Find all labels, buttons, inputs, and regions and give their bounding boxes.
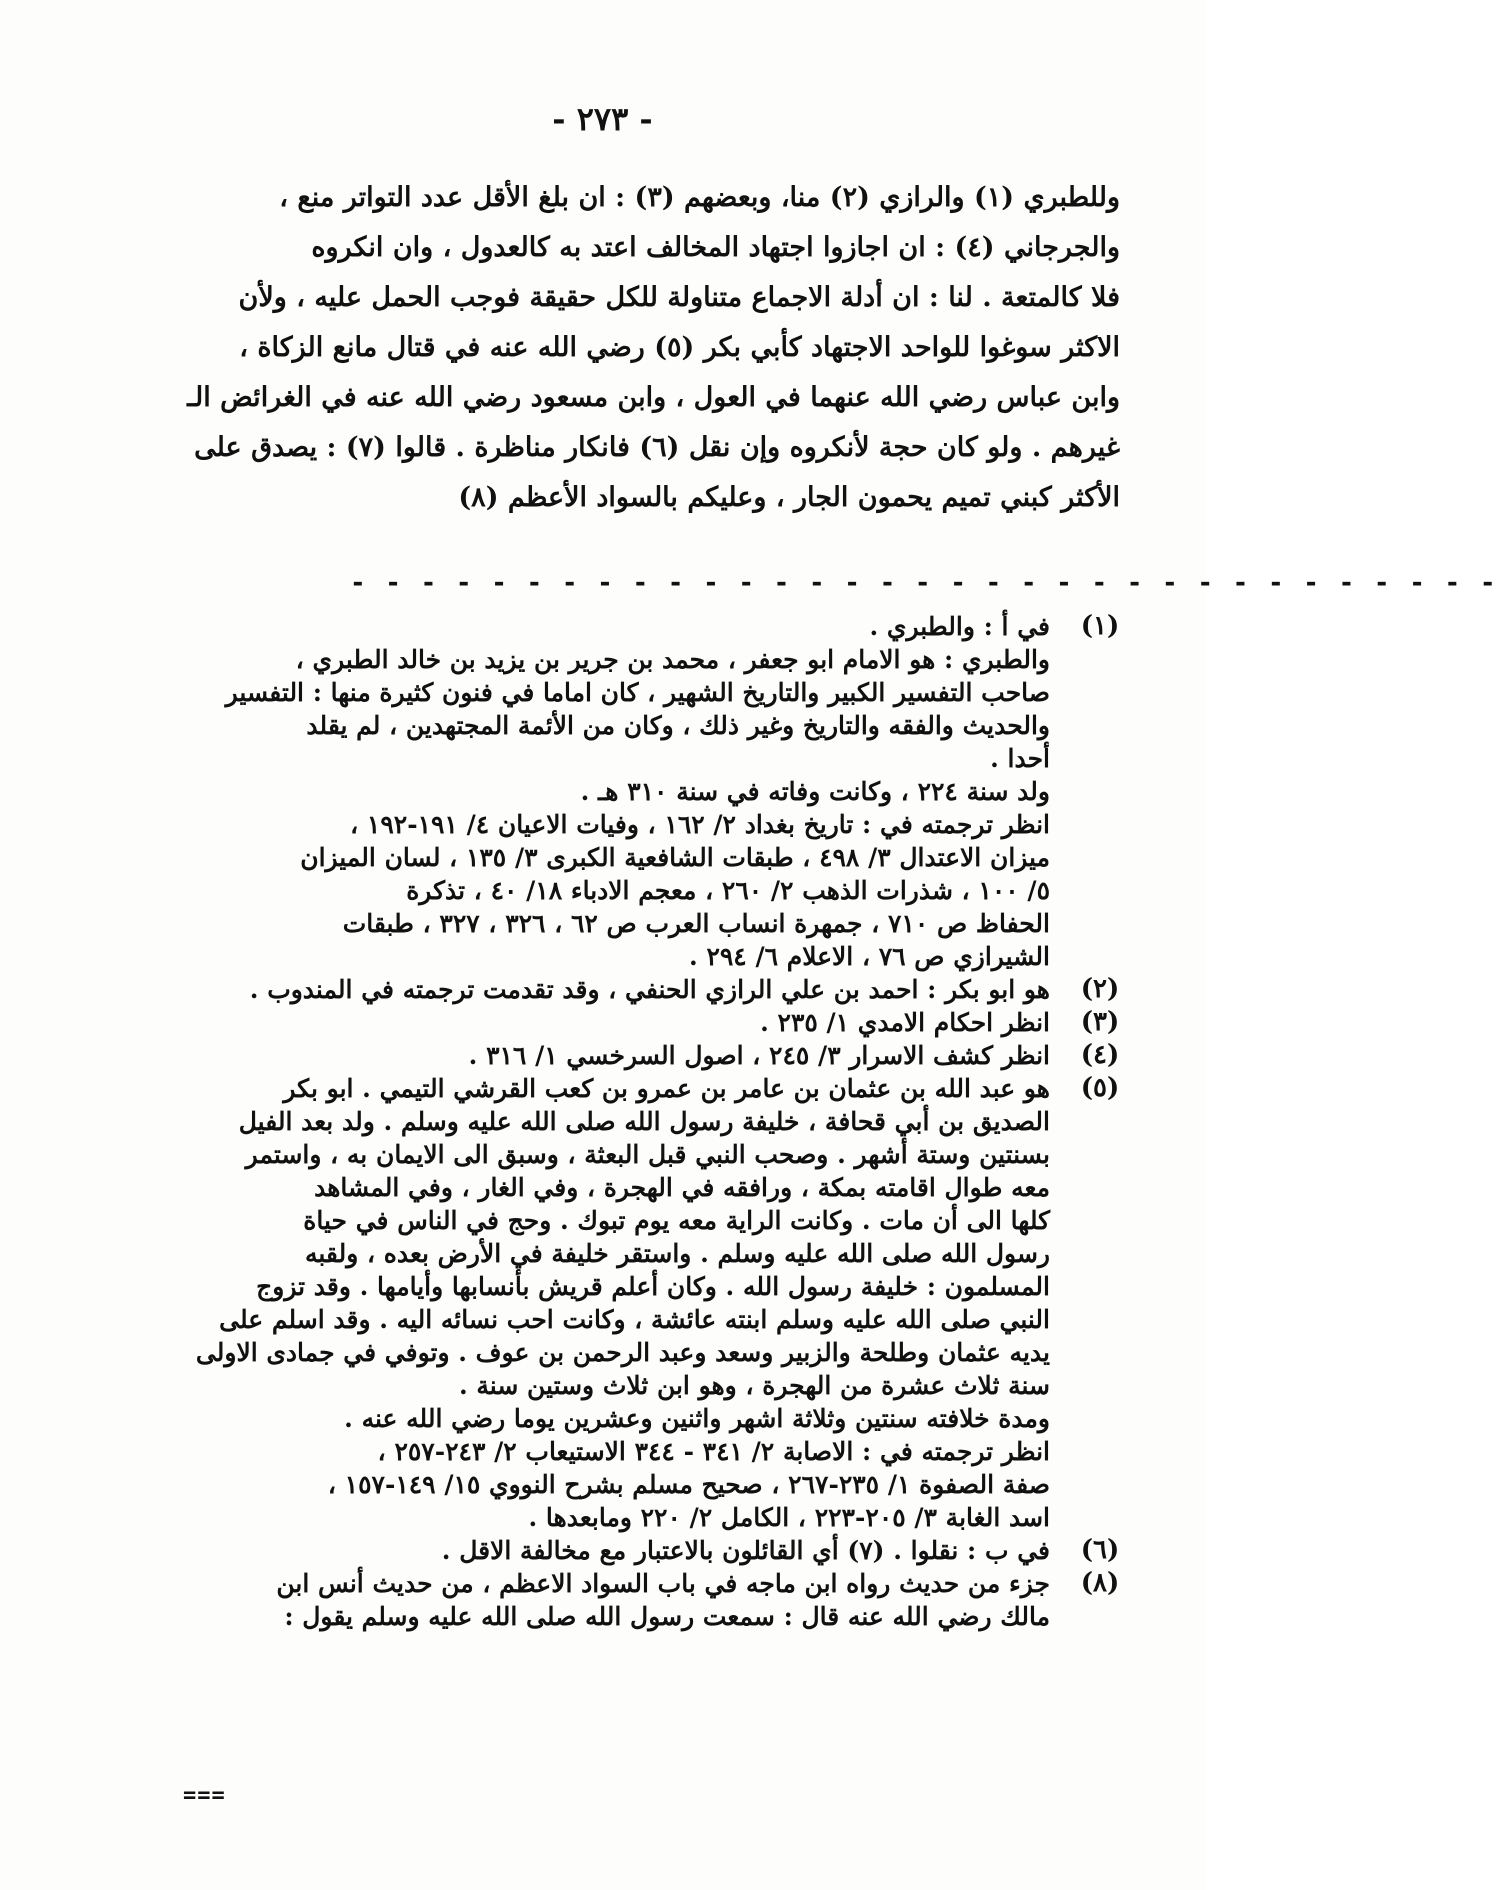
footnote-1 — [150, 610, 1150, 973]
footnote-number: (٤) — [1080, 1040, 1120, 1070]
footnote-line: هو ابو بكر : احمد بن علي الرازي الحنفي ، وقد تقدمت ترجمته في المندوب . — [249, 975, 1050, 1004]
footnote-number: (٦) — [1080, 1535, 1120, 1565]
footnote-body — [150, 1039, 1050, 1072]
main-text-line: وللطبري (١) والرازي (٢) منا، وبعضهم (٣) : ان بلغ الأقل عدد التواتر منع ، — [279, 182, 1120, 213]
footnote-number: (٢) — [1080, 974, 1120, 1004]
footnote-body — [150, 1072, 1050, 1534]
footnote-4 — [150, 1039, 1150, 1072]
footnote-line: سنة ثلاث عشرة من الهجرة ، وهو ابن ثلاث وستين سنة . — [458, 1371, 1050, 1400]
footnote-line: يديه عثمان وطلحة والزبير وسعد وعبد الرحمن بن عوف . وتوفي في جمادى الاولى — [195, 1338, 1050, 1367]
footnote-line: في أ : والطبري . — [869, 612, 1050, 641]
main-text-line: الأكثر كبني تميم يحمون الجار ، وعليكم بالسواد الأعظم (٨) — [458, 482, 1120, 513]
footnote-number: (٣) — [1080, 1007, 1120, 1037]
footnote-body — [150, 1006, 1050, 1039]
footnote-3 — [150, 1006, 1150, 1039]
footnote-body — [150, 973, 1050, 1006]
footnote-line: أحدا . — [990, 744, 1050, 773]
footnote-line: ميزان الاعتدال ٣/ ٤٩٨ ، طبقات الشافعية الكبرى ٣/ ١٣٥ ، لسان الميزان — [300, 843, 1050, 872]
main-text-line: والجرجاني (٤) : ان اجازوا اجتهاد المخالف اعتد به كالعدول ، وان انكروه — [311, 232, 1120, 263]
main-text-line: الاكثر سوغوا للواحد الاجتهاد كأبي بكر (٥) رضي الله عنه في قتال مانع الزكاة ، — [239, 332, 1120, 363]
footnote-number: (٥) — [1080, 1073, 1120, 1103]
footnote-number: (١) — [1080, 611, 1120, 641]
footnote-number: (٨) — [1080, 1568, 1120, 1598]
footnote-line: هو عبد الله بن عثمان بن عامر بن عمرو بن كعب القرشي التيمي . ابو بكر — [283, 1074, 1050, 1103]
footnote-body — [150, 610, 1050, 973]
footnote-line: معه طوال اقامته بمكة ، ورافقه في الهجرة ، وفي الغار ، وفي المشاهد — [314, 1173, 1050, 1202]
footnote-line: رسول الله صلى الله عليه وسلم . واستقر خليفة في الأرض بعده ، ولقبه — [304, 1239, 1050, 1268]
footnote-line: النبي صلى الله عليه وسلم ابنته عائشة ، وكانت احب نسائه اليه . وقد اسلم على — [219, 1305, 1050, 1334]
footnote-line: والحديث والفقه والتاريخ وغير ذلك ، وكان من الأئمة المجتهدين ، لم يقلد — [306, 711, 1050, 740]
main-text-line: فلا كالمتعة . لنا : ان أدلة الاجماع متناولة للكل حقيقة فوجب الحمل عليه ، ولأن — [238, 282, 1120, 313]
main-text-block — [160, 176, 1120, 526]
footnote-line: اسد الغابة ٣/ ٢٠٥-٢٢٣ ، الكامل ٢/ ٢٢٠ ومابعدها . — [528, 1503, 1050, 1532]
footnote-line: جزء من حديث رواه ابن ماجه في باب السواد الاعظم ، من حديث أنس ابن — [276, 1569, 1050, 1598]
main-text-line: وابن عباس رضي الله عنهما في العول ، وابن مسعود رضي الله عنه في الغرائض الـ — [187, 382, 1120, 413]
footnote-line: الصديق بن أبي قحافة ، خليفة رسول الله صلى الله عليه وسلم . ولد بعد الفيل — [238, 1107, 1050, 1136]
footnote-line: صفة الصفوة ١/ ٢٣٥-٢٦٧ ، صحيح مسلم بشرح النووي ١٥/ ١٤٩-١٥٧ ، — [327, 1470, 1050, 1499]
footnotes-block — [150, 610, 1150, 1633]
footnote-line: الحفاظ ص ٧١٠ ، جمهرة انساب العرب ص ٦٢ ، ٣٢٦ ، ٣٢٧ ، طبقات — [342, 909, 1050, 938]
footnote-2 — [150, 973, 1150, 1006]
footnote-6-7 — [150, 1534, 1150, 1567]
footnote-line: ومدة خلافته سنتين وثلاثة اشهر واثنين وعشرين يوما رضي الله عنه . — [344, 1404, 1050, 1433]
footnote-separator: - - - - - - - - - - - - - - - - - - - - - - - - - - - - - - - - - — [350, 568, 1497, 598]
footnote-line: والطبري : هو الامام ابو جعفر ، محمد بن جرير بن يزيد بن خالد الطبري ، — [295, 645, 1050, 674]
footnote-body — [150, 1567, 1050, 1633]
footnote-5 — [150, 1072, 1150, 1534]
footnote-line: انظر احكام الامدي ١/ ٢٣٥ . — [760, 1008, 1050, 1037]
footnote-line: مالك رضي الله عنه قال : سمعت رسول الله صلى الله عليه وسلم يقول : — [284, 1602, 1050, 1631]
footnote-line: انظر ترجمته في : تاريخ بغداد ٢/ ١٦٢ ، وفيات الاعيان ٤/ ١٩١-١٩٢ ، — [350, 810, 1050, 839]
main-text-line: غيرهم . ولو كان حجة لأنكروه وإن نقل (٦) فانكار مناظرة . قالوا (٧) : يصدق على — [194, 432, 1120, 463]
footnote-line: في ب : نقلوا . (٧) أي القائلون بالاعتبار مع مخالفة الاقل . — [441, 1536, 1050, 1565]
continuation-mark: === — [183, 1783, 226, 1808]
footnote-line: كلها الى أن مات . وكانت الراية معه يوم تبوك . وحج في الناس في حياة — [303, 1206, 1050, 1235]
footnote-line: ولد سنة ٢٢٤ ، وكانت وفاته في سنة ٣١٠ هـ . — [580, 777, 1050, 806]
footnote-line: الشيرازي ص ٧٦ ، الاعلام ٦/ ٢٩٤ . — [689, 942, 1050, 971]
footnote-body — [150, 1534, 1050, 1567]
footnote-line: صاحب التفسير الكبير والتاريخ الشهير ، كان اماما في فنون كثيرة منها : التفسير — [225, 678, 1050, 707]
footnote-8 — [150, 1567, 1150, 1633]
footnote-line: بسنتين وستة أشهر . وصحب النبي قبل البعثة ، وسبق الى الايمان به ، واستمر — [245, 1140, 1050, 1169]
page-number: - ٢٧٣ - — [552, 100, 653, 138]
footnote-line: انظر كشف الاسرار ٣/ ٢٤٥ ، اصول السرخسي ١/ ٣١٦ . — [468, 1041, 1050, 1070]
footnote-line: انظر ترجمته في : الاصابة ٢/ ٣٤١ - ٣٤٤ الاستيعاب ٢/ ٢٤٣-٢٥٧ ، — [377, 1437, 1050, 1466]
footnote-line: ٥/ ١٠٠ ، شذرات الذهب ٢/ ٢٦٠ ، معجم الادباء ١٨/ ٤٠ ، تذكرة — [406, 876, 1050, 905]
footnote-line: المسلمون : خليفة رسول الله . وكان أعلم قريش بأنسابها وأيامها . وقد تزوج — [256, 1272, 1050, 1301]
